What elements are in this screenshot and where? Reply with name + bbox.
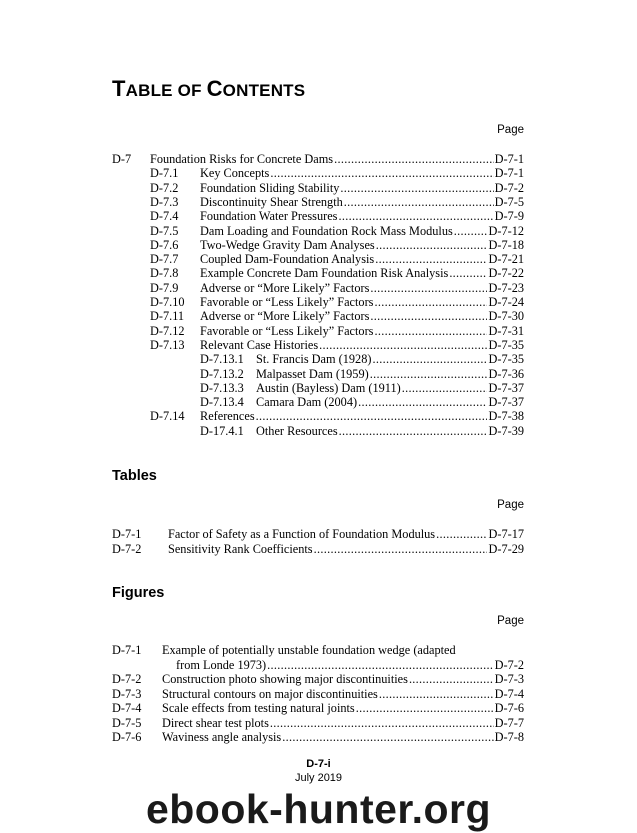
toc-entry[interactable] [200,266,524,280]
toc-entry-page: D-7-22 [488,266,524,281]
toc-entry-title: Camara Dam (2004) [256,395,358,410]
toc-entry-title: Adverse or “More Likely” Factors [200,280,370,295]
toc-entry-title: Favorable or “Less Likely” Factors [200,323,374,338]
toc-entry-title: Discontinuity Shear Strength [200,194,343,209]
watermark-logo: ebook-hunter.org [145,786,492,832]
figures-leader-dots [379,687,494,701]
figures-number: D-7-1 [112,643,142,657]
toc-entry[interactable] [200,181,524,195]
figures-entry-page: D-7-7 [494,715,524,730]
toc-entry-title: Example Concrete Dam Foundation Risk Analysis [200,266,449,281]
footer-page-number: D-7-i [306,758,331,770]
toc-entry-page: D-7-39 [488,423,524,438]
figures-leader-dots [409,672,494,686]
toc-entry-title: Favorable or “Less Likely” Factors [200,295,374,309]
toc-leader-dots [370,309,487,323]
toc-entry-page: D-7-24 [488,295,524,309]
toc-entry[interactable] [200,338,524,352]
tables-entry-page: D-7-17 [488,527,524,541]
toc-number: D-7.13.2 [200,366,244,381]
toc-leader-dots [358,395,487,409]
toc-entry-page: D-7-12 [488,223,524,238]
toc-entry[interactable] [256,352,524,366]
tables-entry-title: Sensitivity Rank Coefficients [168,541,313,556]
figures-leader-dots [270,716,494,730]
figures-number: D-7-2 [112,672,142,686]
toc-entry-title: Malpasset Dam (1959) [256,366,369,381]
toc-entry[interactable] [150,152,524,166]
toc-entry-title: Key Concepts [200,166,270,181]
figures-heading: Figures [112,585,165,601]
figures-entry-title: Direct shear test plots [162,715,269,730]
figures-entry-title: Structural contours on major discontinuities [162,686,378,701]
tables-entry[interactable] [168,542,524,556]
figures-number: D-7-4 [112,701,142,715]
toc-entry-page: D-7-38 [488,409,524,424]
toc-entry-page: D-7-9 [494,209,524,224]
figures-number: D-7-5 [112,715,142,730]
toc-entry-title: References [200,409,255,424]
toc-entry[interactable] [256,424,524,438]
toc-entry-title: Foundation Risks for Concrete Dams [150,152,334,166]
toc-leader-dots [256,409,488,423]
figures-entry[interactable] [162,730,524,744]
toc-number: D-7.13.1 [200,352,244,367]
toc-leader-dots [334,152,494,166]
toc-entry-page: D-7-1 [494,166,524,181]
toc-entry-page: D-7-23 [488,280,524,295]
toc-leader-dots [376,238,488,252]
figures-entry-title: Construction photo showing major discontinuities [162,672,408,686]
toc-leader-dots [454,224,488,238]
toc-leader-dots [338,209,493,223]
tables-page-column-label: Page [497,499,524,511]
figures-entry-title: from Londe 1973) [176,657,267,672]
toc-number: D-7.8 [150,266,179,281]
tables-entry[interactable] [168,527,524,541]
figures-page-column-label: Page [497,615,524,627]
toc-number: D-7.10 [150,295,185,309]
figures-entry[interactable] [162,701,524,715]
figures-leader-dots [282,730,493,744]
tables-number: D-7-1 [112,527,142,541]
toc-entry[interactable] [200,281,524,295]
toc-leader-dots [374,324,487,338]
toc-entry-title: Dam Loading and Foundation Rock Mass Modulus [200,223,453,238]
toc-entry-page: D-7-1 [494,152,524,166]
toc-entry-page: D-7-21 [488,252,524,267]
toc-number: D-7.12 [150,323,185,338]
toc-leader-dots [375,252,487,266]
toc-number: D-17.4.1 [200,423,244,438]
toc-entry-page: D-7-2 [494,180,524,195]
toc-entry-title: Two-Wedge Gravity Dam Analyses [200,237,375,252]
figures-entry[interactable] [162,716,524,730]
toc-leader-dots [449,266,487,280]
toc-entry-title: Relevant Case Histories [200,337,319,352]
figures-entry-title[interactable]: Example of potentially unstable foundation wedge (adapted [162,643,456,657]
figures-entry-page: D-7-6 [494,701,524,715]
page-title: TABLE OF CONTENTS [112,76,306,101]
toc-entry-title: Other Resources [256,423,338,438]
toc-entry-page: D-7-37 [488,395,524,410]
figures-entry-page: D-7-4 [494,686,524,701]
toc-number: D-7.9 [150,280,179,295]
toc-entry-title: Foundation Sliding Stability [200,180,340,195]
toc-entry-page: D-7-37 [488,380,524,395]
figures-entry-page: D-7-3 [494,672,524,686]
tables-heading: Tables [112,468,157,484]
toc-leader-dots [340,181,493,195]
toc-entry-page: D-7-18 [488,237,524,252]
tables-leader-dots [314,542,488,556]
toc-number: D-7.3 [150,194,179,209]
toc-page-column-label: Page [497,124,524,136]
toc-entry-page: D-7-31 [488,323,524,338]
toc-entry-title: Foundation Water Pressures [200,209,338,224]
toc-entry-title: Adverse or “More Likely” Factors [200,309,370,324]
toc-entry[interactable] [200,209,524,223]
toc-leader-dots [319,338,487,352]
toc-entry[interactable] [200,224,524,238]
toc-number: D-7.7 [150,252,179,267]
toc-number: D-7.2 [150,180,179,195]
toc-entry[interactable] [256,381,524,395]
toc-entry[interactable] [200,238,524,252]
figures-entry-page: D-7-2 [494,657,524,672]
tables-leader-dots [436,527,487,541]
toc-entry-title: Coupled Dam-Foundation Analysis [200,252,375,267]
figures-number: D-7-3 [112,686,142,701]
toc-entry[interactable] [200,295,524,309]
figures-entry[interactable] [162,687,524,701]
figures-leader-dots [267,658,493,672]
toc-leader-dots [372,352,487,366]
figures-entry-page: D-7-8 [494,730,524,744]
toc-number: D-7.4 [150,209,179,224]
figures-entry-title: Scale effects from testing natural joints [162,701,355,715]
toc-leader-dots [270,166,493,180]
toc-number: D-7.14 [150,409,185,424]
toc-entry-page: D-7-35 [488,337,524,352]
toc-leader-dots [370,281,487,295]
toc-entry[interactable] [256,395,524,409]
figures-entry[interactable] [176,658,524,672]
toc-entry[interactable] [200,195,524,209]
toc-entry[interactable] [200,309,524,323]
toc-number: D-7.13 [150,337,185,352]
figures-entry[interactable] [162,672,524,686]
figures-number: D-7-6 [112,730,142,744]
toc-leader-dots [402,381,488,395]
figures-leader-dots [356,701,494,715]
toc-entry[interactable] [200,252,524,266]
toc-entry[interactable] [200,324,524,338]
footer-date: July 2019 [294,772,343,784]
toc-entry[interactable] [200,166,524,180]
toc-entry-page: D-7-36 [488,366,524,381]
toc-number: D-7.13.4 [200,395,244,410]
toc-entry-page: D-7-30 [488,309,524,324]
toc-entry[interactable] [200,409,524,423]
tables-number: D-7-2 [112,541,142,556]
toc-entry[interactable] [256,367,524,381]
toc-number: D-7.13.3 [200,380,244,395]
figures-entry-title: Waviness angle analysis [162,730,282,744]
toc-leader-dots [374,295,487,309]
tables-entry-page: D-7-29 [488,541,524,556]
toc-number: D-7.1 [150,166,179,181]
toc-entry-page: D-7-35 [488,352,524,367]
toc-leader-dots [339,424,488,438]
toc-entry-title: St. Francis Dam (1928) [256,352,372,367]
toc-leader-dots [344,195,494,209]
tables-entry-title: Factor of Safety as a Function of Foundation Modulus [168,527,436,541]
toc-number: D-7.6 [150,237,179,252]
toc-entry-title: Austin (Bayless) Dam (1911) [256,380,401,395]
toc-entry-page: D-7-5 [494,194,524,209]
toc-number: D-7 [112,152,132,166]
toc-leader-dots [370,367,488,381]
toc-number: D-7.5 [150,223,179,238]
toc-number: D-7.11 [150,309,185,324]
